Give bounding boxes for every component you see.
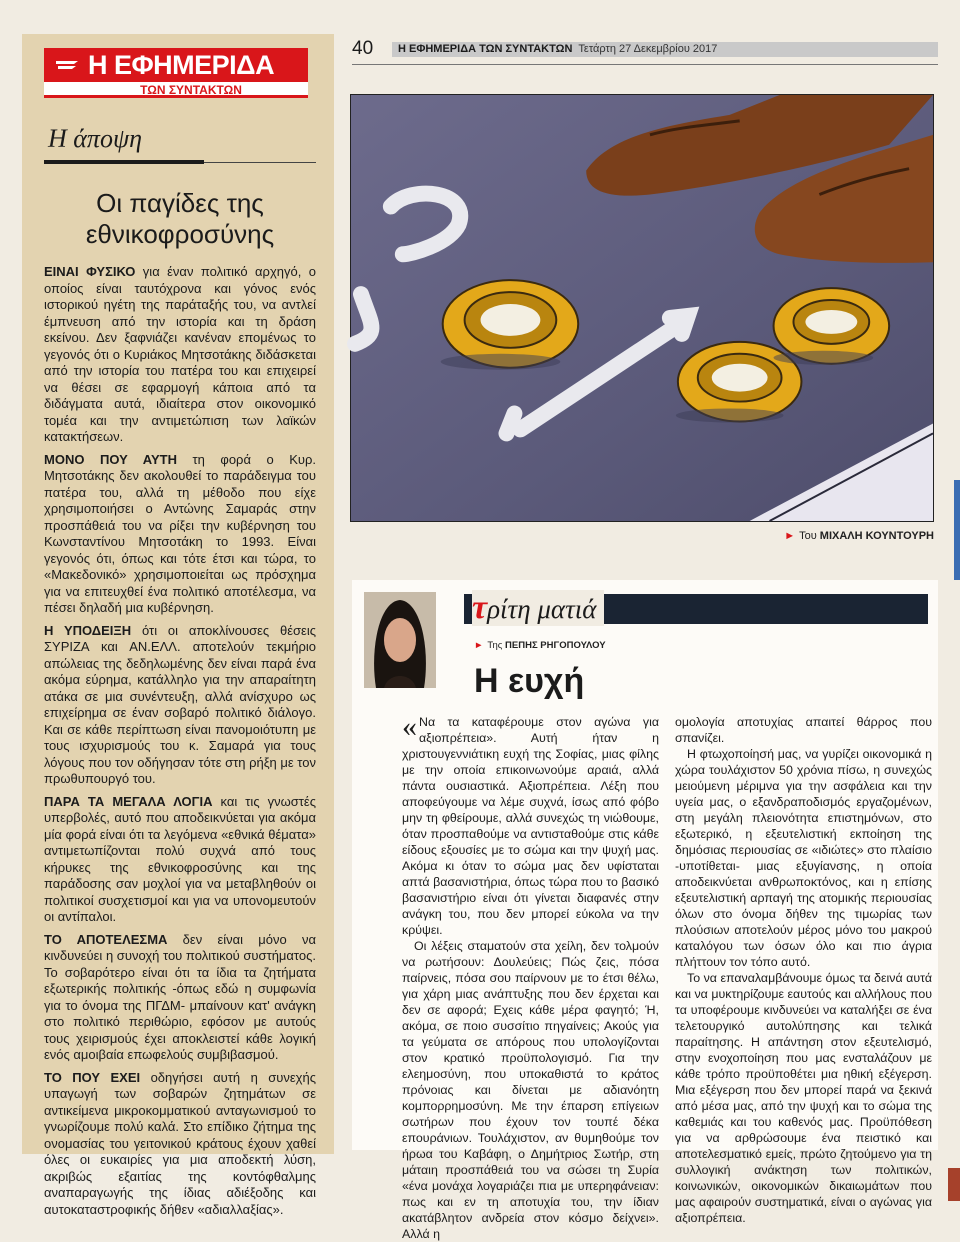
opinion-column	[22, 34, 334, 1217]
header-date: Τετάρτη 27 Δεκεμβρίου 2017	[578, 43, 718, 55]
hat-1	[441, 280, 579, 370]
hat-3	[774, 288, 890, 365]
page-header	[392, 42, 938, 57]
column-article	[352, 580, 938, 1241]
author-photo-icon	[364, 592, 436, 688]
credit-arrow-icon: ►	[784, 530, 796, 542]
article-paragraph: Οι λέξεις σταματούν στα χείλη, δεν τολμούν να ρωτήσουν: Δουλεύεις; Πώς ζεις, πόσα παίρνεις, πόσα σου παίρνουν με το έτσι θέλω, για χάρη μιας ανάπτυξης που δεν έρχεται και δεν σε αφορά; Εχεις κάθε μέρα φαγητό; Ή, ακόμα, σε ποιο συσσίτιο πηγαίνεις; Ακούς για τα γεύματα σε απόρους που υπολογίζονται στον κρατικό προϋπολογισμό. Για την ελεημοσύνη, που υποκαθιστά το κράτος πρόνοιας και δίνεται με αδιανόητη κομπορρημοσύνη. Με την έπαρση επίγειων σωτήρων που έχουν τον τουπέ δέκα επουράνιων. Τουλάχιστον, αν θυμηθούμε τον ήρωα του Καβάφη, ο Δημήτριος Σωτήρ, στη μάταιη προσπάθειά του να σώσει τη Συρία «ένα μονάχα λογαριάζει πια με υπερηφάνειαν: πως και εν τη αποτυχία του, την ίδιαν ακατάβλητον ανδρεία στον κόσμο δείχνει». Αλλά η	[402, 939, 659, 1241]
opinion-body	[44, 264, 316, 1218]
page-number: 40	[352, 38, 374, 59]
opinion-paragraph: ΠΑΡΑ ΤΑ ΜΕΓΑΛΑ ΛΟΓΙΑ και τις γνωστές υπερβολές, αυτό που αποδεικνύεται για ακόμα μία φορά είναι ότι τα λεγόμενα «εθνικά θέματα» αντιμετωπίζονται πολύ συχνά από τους κήρυκες της εθνικοφροσύνης και της παράδοσης σαν μοχλοί για να μεταβληθούν οι πολιτικοί συσχετισμοί και για να υπονομευτούν οι αντίπαλοι.	[44, 793, 316, 924]
author-byline: ► Της ΠΕΠΗΣ ΡΗΓΟΠΟΥΛΟΥ	[474, 640, 606, 651]
cartoon-credit: ► Του ΜΙΧΑΛΗ ΚΟΥΝΤΟΥΡΗ	[784, 530, 934, 542]
opinion-paragraph: Η ΥΠΟΔΕΙΞΗ ότι οι αποκλίνουσες θέσεις ΣΥΡΙΖΑ και ΑΝ.ΕΛΛ. αποτελούν τεκμήριο απώλειας της δεδηλωμένης δεν είναι παρά ένα ακόμα εύρημα, κατάλληλο για την απαραίτητη ατάκα σε μια συνέντευξη, αλλά ανίσχυρο ως επιχείρημα σε έναν σοβαρό πολιτικό διάλογο. Και σε κάθε περίπτωση είναι πανομοιότυπη με τους ισχυρισμούς του κ. Σαμαρά για τους λόγους που τον οδήγησαν τότε στη ρήξη με τον πρωθυπουργό του.	[44, 622, 316, 786]
logo-main-text: Η ΕΦΗΜΕΡΙΔΑ	[88, 50, 275, 80]
article-paragraph: « Να τα καταφέρουμε στον αγώνα για αξιοπρέπεια». Αυτή ήταν η χριστουγεννιάτικη ευχή της Σοφίας, μιας φίλης με την οποία επικοινωνούμε αραιά, αλλά πάντα ουσιαστικά. Αξιοπρέπεια. Λέξη που αποφεύγουμε να λέμε συχνά, ίσως από φόβο μην τη φθείρουμε, αλλά συνεχώς τη νιώθουμε, όταν προσπαθούμε να αντισταθούμε στις κάθε είδους εξουσίες με το σώμα και την ψυχή μας. Ακόμα κι όταν το σώμα μας δεν υφίσταται απτά βασανιστήρια, όπως τώρα που το βασικό βασανιστήριο είναι ότι γίνεται διαφανές στην ανάγκη του, που δεν μπορεί εύκολα να την κρύψει.	[402, 710, 659, 937]
opinion-paragraph: ΤΟ ΑΠΟΤΕΛΕΣΜΑ δεν είναι μόνο να κινδυνεύει η συνοχή του πολιτικού συστήματος. Το σοβαρότερο είναι ότι τα ίδια τα ζητήματα εξωτερικής πολιτικής -όπως εδώ η συμφωνία για το όνομα της ΠΓΔΜ- μπαίνουν κατ' ανάγκη στο πολιτικό περιθώριο, εφόσον με αυτούς τους χειρισμούς έχει αποκλειστεί κάθε λογική ενός αμοιβαία επωφελούς συμβιβασμού.	[44, 931, 316, 1062]
article-column-2	[675, 714, 932, 1225]
article-title: Η ευχή	[474, 662, 585, 700]
article-column-1	[402, 710, 659, 1241]
logo-swoosh-icon	[54, 57, 84, 73]
newspaper-logo	[44, 48, 308, 104]
opinion-headline: Οι παγίδες της εθνικοφροσύνης	[85, 188, 275, 249]
header-rule	[352, 64, 938, 65]
logo-main	[44, 48, 308, 82]
byline-arrow-icon: ►	[474, 640, 484, 651]
opinion-paragraph: ΜΟΝΟ ΠΟΥ ΑΥΤΗ τη φορά ο Κυρ. Μητσοτάκης δεν ακολουθεί το παράδειγμα του πατέρα του, αλλά τη μέθοδο που είχε χρησιμοποιήσει ο Αντώνης Σαμαράς στην προσπάθειά του να ρίξει την κυβέρνηση του Κωνσταντίνου Μητσοτάκη το 1993. Είναι γεγονός ότι, όπως και τότε έτσι και τώρα, το «Μακεδονικό» χρησιμοποιείται ως πρόσχημα για να επιτευχθεί ένα πολιτικό αποτέλεσμα, να πέσει δηλαδή μια κυβέρνηση.	[44, 451, 316, 615]
open-quote-glyph: «	[402, 710, 417, 743]
article-body	[402, 710, 932, 1241]
article-paragraph: Η φτωχοποίησή μας, να γυρίζει οικονομικά η χώρα τουλάχιστον 50 χρόνια πίσω, η συνεχώς μειούμενη μέριμνα για την ασφάλεια και την υγεία μας, ο εξανδραποδισμός εργαζομένων, στη μεγάλη πλειονότητα επιστημόνων, στο εξωτερικό, η εξευτελιστική εκποίηση της δημόσιας περιουσίας σε «ιδιώτες» στο πλαίσιο -υποτίθεται- μιας εξυγίανσης, η οποία αποδεικνύεται ανθρωποκτόνος, και η επίσης εξευτελιστική αρπαγή της ατομικής περιουσίας όλων στο όνομα δήθεν της τιμωρίας των πλούσιων αποτελούν μέρος μόνο του μακρού καταλόγου των όσων όλο και πιο άγρια πλήττουν τον τόπο αυτό.	[675, 747, 932, 969]
header-paper-name: Η ΕΦΗΜΕΡΙΔΑ ΤΩΝ ΣΥΝΤΑΚΤΩΝ	[398, 43, 573, 55]
section-rule	[44, 158, 316, 168]
cartoon-drawing	[351, 95, 933, 521]
logo-sub: ΤΩΝ ΣΥΝΤΑΚΤΩΝ	[44, 82, 308, 98]
column-title: τρίτη ματιά	[472, 590, 604, 626]
article-paragraph: Το να επαναλαμβάνουμε όμως τα δεινά αυτά και να μυκτηρίζουμε εαυτούς και αλλήλους που τα υποφέρουμε κινδυνεύει να καταλήξει σε ένα τελετουργικό αυτολύπησης και τελικά παραίτησης. Η απάντηση στον εξευτελισμό, στην ενοχοποίηση που μας ενσταλάζουν με κάθε τρόπο προϋποθέτει μια ηθική εξέγερση. Μια εξέγερση που δεν μπορεί παρά να ξεκινά από μέσα μας, από την ψυχή και το σώμα της καθεμιάς και του καθενός μας. Προϋπόθεση για να αρθρώσουμε ένα πειστικό και αποτελεσματικό εμείς, πρώτο ζητούμενο για τη συλλογική ανάκτηση των πολιτικών, κοινωνικών, οικονομικών δικαιωμάτων που μας αφαιρούν συστηματικά, είναι ο αγώνας για αξιοπρέπεια.	[675, 971, 932, 1225]
opinion-paragraph: ΤΟ ΠΟΥ ΕΧΕΙ οδηγήσει αυτή η συνεχής υπαγωγή των σοβαρών ζητημάτων σε αντικείμενα μικροκομματικού ανταγωνισμού το γνωρίζουμε πολύ καλά. Στο επίδικο ζήτημα της ονομασίας του γειτονικού κράτους έχουν χαθεί όλες οι ευκαιρίες για μια αποδεκτή λύση, ακριβώς εξαιτίας της κοντόφθαλμης αναπαραγωγής της ίδιας αδιέξοδης και αυτοκαταστροφικής δήθεν «αδιαλλαξίας».	[44, 1069, 316, 1217]
cartoon-illustration	[350, 94, 934, 522]
author-portrait	[364, 592, 436, 688]
section-label: Η άποψη	[48, 124, 142, 153]
page-edge-marker	[948, 1168, 960, 1201]
opinion-paragraph: ΕΙΝΑΙ ΦΥΣΙΚΟ για έναν πολιτικό αρχηγό, ο οποίος είναι ταυτόχρονα και γόνος ενός ιστορικού ηγέτη της παράταξής του, να αντλεί έμπνευση από την ιστορία και τη δράση εκείνου. Δεν ξαφνιάζει κανέναν επομένως το γεγονός ότι ο Κυριάκος Μητσοτάκης διδάσκεται από την ιστορία του πατέρα του και επιχειρεί να θέσει σε εφαρμογή κάποια από τα διδάγματα αυτά, ιδιαίτερα στον οικονομικό τομέα και την αντιμετώπιση των λαϊκών κατακτήσεων.	[44, 264, 316, 444]
article-paragraph: ομολογία αποτυχίας απαιτεί θάρρος που σπανίζει.	[675, 715, 932, 745]
page-edge-marker	[954, 480, 960, 580]
